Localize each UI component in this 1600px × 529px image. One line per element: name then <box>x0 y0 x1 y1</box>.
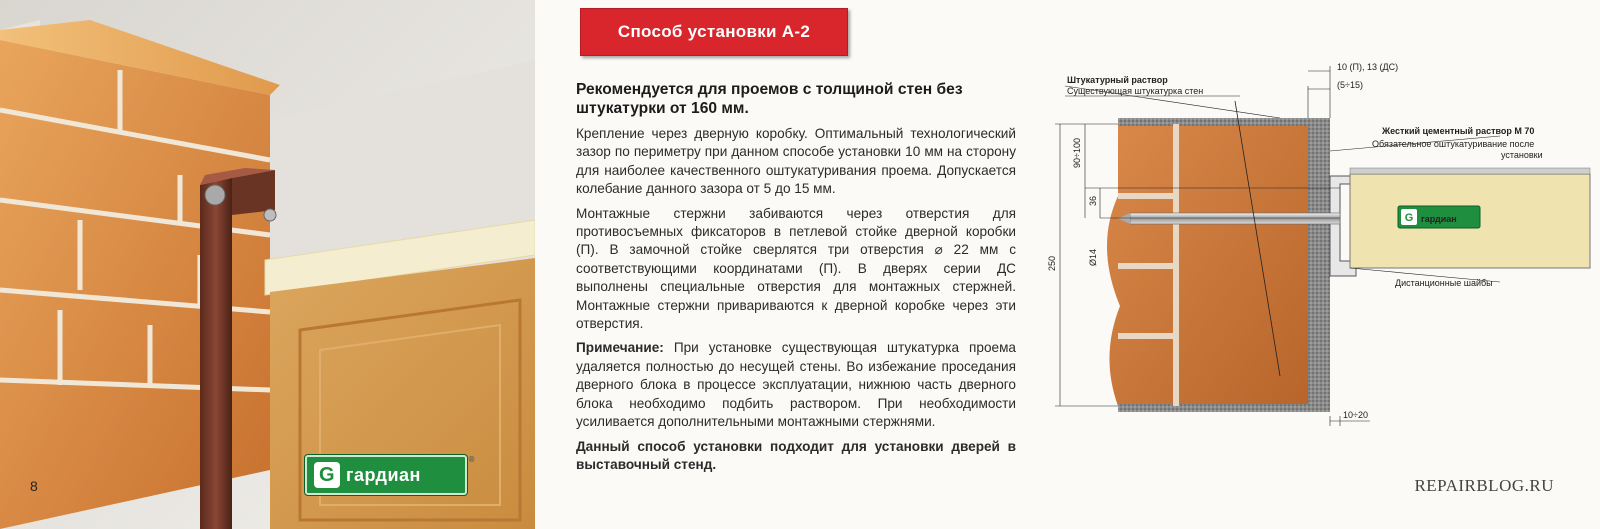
section-title-box <box>580 8 848 56</box>
dim-gap: (5÷15) <box>1337 80 1363 90</box>
paragraph-note <box>576 339 1016 431</box>
lead-heading: Рекомендуется для проемов с толщиной стен без штукатурки от 160 мм. <box>576 81 963 117</box>
dim-250: 250 <box>1047 255 1057 271</box>
diagram-logo-mark: G <box>1404 212 1414 224</box>
text-column <box>576 80 1016 480</box>
paragraph-final: Данный способ установки подходит для установки дверей в выставочный стенд. <box>576 438 1016 472</box>
paragraph-mounting: Крепление через дверную коробку. Оптимальный технологический зазор по периметру при данном способе установки 10 мм на сторону для наиболее качественного оштукатуривания проема. Допускается колебание данного зазора от 5 до 15 мм. <box>576 126 1016 197</box>
label-cement-mortar: Жесткий цементный раствор М 70 <box>1382 126 1535 136</box>
label-existing-plaster: Существующая штукатурка стен <box>1067 86 1204 96</box>
section-title: Способ установки А-2 <box>617 22 811 41</box>
site-watermark: REPAIRBLOG.RU <box>1414 476 1554 495</box>
diagram-logo-text: гардиан <box>1421 214 1457 224</box>
page-number: 8 <box>30 478 38 494</box>
brand-logo <box>305 455 475 495</box>
label-plaster-mortar: Штукатурный раствор <box>1067 75 1168 85</box>
dim-90-100: 90÷100 <box>1072 138 1082 168</box>
dim-frame-offset: 10 (П), 13 (ДС) <box>1337 62 1399 72</box>
installation-section-diagram <box>1040 56 1600 436</box>
dim-bottom-gap: 10÷20 <box>1343 410 1368 420</box>
paragraph-rods: Монтажные стержни забиваются через отверстия для противосъемных фиксаторов в петлевой стойке дверной коробки (П). В замочной стойке сверлятся три отверстия ⌀ 22 мм с соответствующими координатами (П). В дверях серии ДС выполнены специальные отверстия для монтажных стержней. Монтажные стержни привариваются к дверной коробке через эти отверстия. <box>576 205 1016 332</box>
note-text: При установке существующая штукатурка проема удаляется полностью до несущей стены. Во избежание проседания дверного блока в процессе эксплуатации, нижнюю часть дверного блока необходимо подбить раствором. При необходимости усиливается дополнительными монтажными стержнями. <box>576 340 1016 430</box>
registered-mark: ® <box>468 455 475 464</box>
label-mandatory-plaster-1: Обязательное оштукатуривание после <box>1372 139 1535 149</box>
dim-rod-diameter: Ø14 <box>1088 248 1098 266</box>
brand-logo-mark: G <box>314 462 340 488</box>
brand-logo-text: гардиан <box>346 464 421 485</box>
label-spacer-washers: Дистанционные шайбы <box>1395 278 1493 288</box>
door-frame-illustration <box>0 0 535 529</box>
label-mandatory-plaster-2: установки <box>1501 150 1543 160</box>
dim-36: 36 <box>1088 195 1098 206</box>
note-label: Примечание: <box>576 340 664 356</box>
